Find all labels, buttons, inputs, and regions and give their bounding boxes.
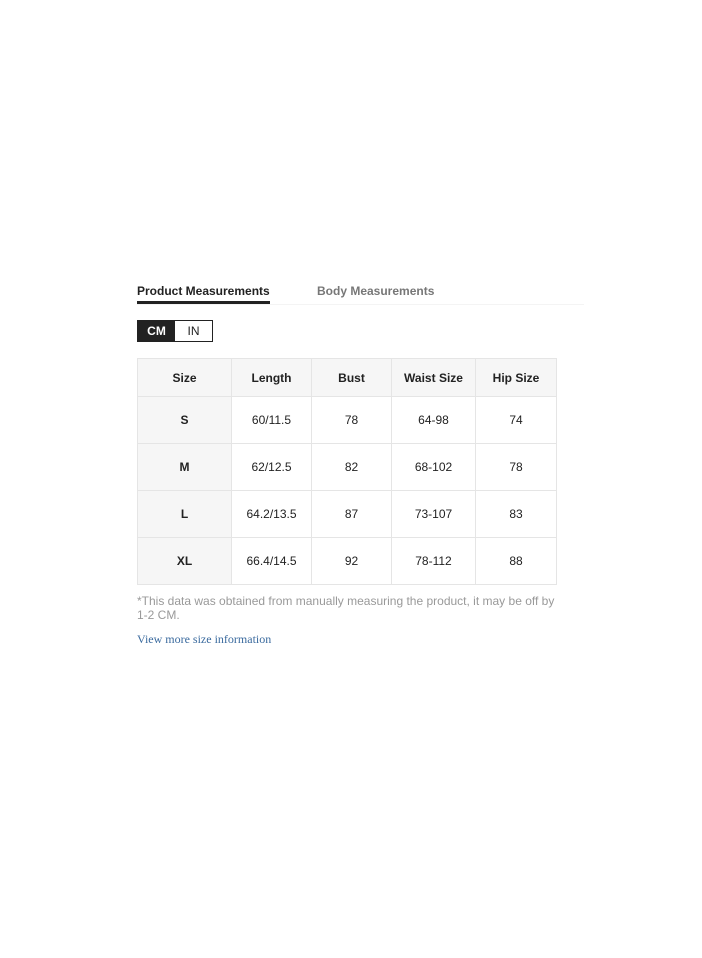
hip-cell: 74 bbox=[476, 397, 557, 444]
bust-cell: 92 bbox=[312, 538, 392, 585]
unit-toggle bbox=[137, 320, 213, 342]
table-row bbox=[138, 397, 557, 444]
size-cell: L bbox=[138, 491, 232, 538]
view-more-size-info-link[interactable]: View more size information bbox=[137, 632, 272, 646]
header-bust: Bust bbox=[312, 359, 392, 397]
header-length: Length bbox=[232, 359, 312, 397]
length-cell: 60/11.5 bbox=[232, 397, 312, 444]
table-row bbox=[138, 491, 557, 538]
unit-cm-button[interactable]: CM bbox=[138, 321, 175, 341]
bust-cell: 87 bbox=[312, 491, 392, 538]
unit-in-button[interactable]: IN bbox=[175, 321, 212, 341]
header-waist-size: Waist Size bbox=[392, 359, 476, 397]
waist-cell: 78-112 bbox=[392, 538, 476, 585]
hip-cell: 78 bbox=[476, 444, 557, 491]
waist-cell: 64-98 bbox=[392, 397, 476, 444]
waist-cell: 73-107 bbox=[392, 491, 476, 538]
measurement-tabs bbox=[137, 276, 584, 305]
bust-cell: 78 bbox=[312, 397, 392, 444]
size-cell: XL bbox=[138, 538, 232, 585]
length-cell: 64.2/13.5 bbox=[232, 491, 312, 538]
size-cell: M bbox=[138, 444, 232, 491]
table-row bbox=[138, 538, 557, 585]
measurement-note: *This data was obtained from manually measuring the product, it may be off by 1-2 CM. bbox=[137, 594, 555, 622]
hip-cell: 83 bbox=[476, 491, 557, 538]
bust-cell: 82 bbox=[312, 444, 392, 491]
header-size: Size bbox=[138, 359, 232, 397]
tab-product-measurements[interactable]: Product Measurements bbox=[137, 284, 270, 304]
table-row bbox=[138, 444, 557, 491]
size-table bbox=[137, 358, 557, 585]
length-cell: 62/12.5 bbox=[232, 444, 312, 491]
header-hip-size: Hip Size bbox=[476, 359, 557, 397]
length-cell: 66.4/14.5 bbox=[232, 538, 312, 585]
size-guide-panel bbox=[137, 276, 587, 646]
table-header-row bbox=[138, 359, 557, 397]
size-cell: S bbox=[138, 397, 232, 444]
waist-cell: 68-102 bbox=[392, 444, 476, 491]
hip-cell: 88 bbox=[476, 538, 557, 585]
tab-body-measurements[interactable]: Body Measurements bbox=[317, 284, 435, 298]
